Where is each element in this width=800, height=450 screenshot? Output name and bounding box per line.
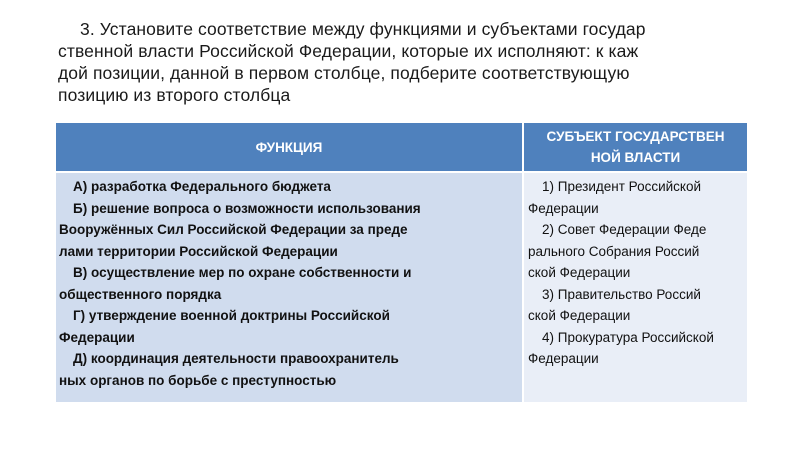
- question-line: дой позиции, данной в первом столбце, подберите соответствующую: [58, 63, 630, 83]
- function-line: общественного порядка: [59, 286, 222, 302]
- function-line: Вооружённых Сил Российской Федерации за преде: [59, 222, 408, 237]
- question-text: [58, 18, 748, 106]
- function-line: Д) координация деятельности правоохранитель: [73, 351, 399, 366]
- subject-line: 3) Правительство Россий: [542, 286, 701, 302]
- function-line: В) осуществление мер по охране собственности и: [73, 265, 412, 280]
- function-line: лами территории Российской Федерации: [59, 243, 338, 259]
- matching-table: [56, 123, 747, 402]
- question-line: позицию из второго столбца: [58, 85, 291, 105]
- functions-cell: [56, 173, 524, 402]
- subject-line: ской Федерации: [528, 308, 631, 323]
- function-line: А) разработка Федерального бюджета: [73, 179, 331, 194]
- subject-line: рального Собрания Россий: [528, 243, 700, 259]
- function-line: Б) решение вопроса о возможности использования: [73, 200, 421, 216]
- subject-line: 4) Прокуратура Российской: [542, 329, 714, 345]
- subject-line: Федерации: [528, 200, 599, 216]
- question-line: ственной власти Российской Федерации, которые их исполняют: к каж: [58, 41, 639, 61]
- function-line: ных органов по борьбе с преступностью: [59, 372, 337, 388]
- header-subject-line: НОЙ ВЛАСТИ: [590, 150, 681, 165]
- subject-line: ской Федерации: [528, 265, 631, 280]
- header-subject: [524, 123, 747, 171]
- question-line: 3. Установите соответствие между функциями и субъектами государ: [80, 19, 646, 39]
- header-function: [56, 123, 524, 171]
- header-subject-line: СУБЪЕКТ ГОСУДАРСТВЕН: [546, 129, 725, 144]
- function-line: Федерации: [59, 329, 135, 345]
- subject-line: 2) Совет Федерации Феде: [542, 222, 707, 237]
- subject-line: 1) Президент Российской: [542, 179, 702, 194]
- header-function-label: ФУНКЦИЯ: [255, 139, 323, 155]
- table-header-row: [56, 123, 747, 171]
- function-line: Г) утверждение военной доктрины Российской: [73, 308, 390, 323]
- subjects-cell: [524, 173, 747, 402]
- table-body-row: [56, 173, 747, 402]
- subject-line: Федерации: [528, 351, 599, 366]
